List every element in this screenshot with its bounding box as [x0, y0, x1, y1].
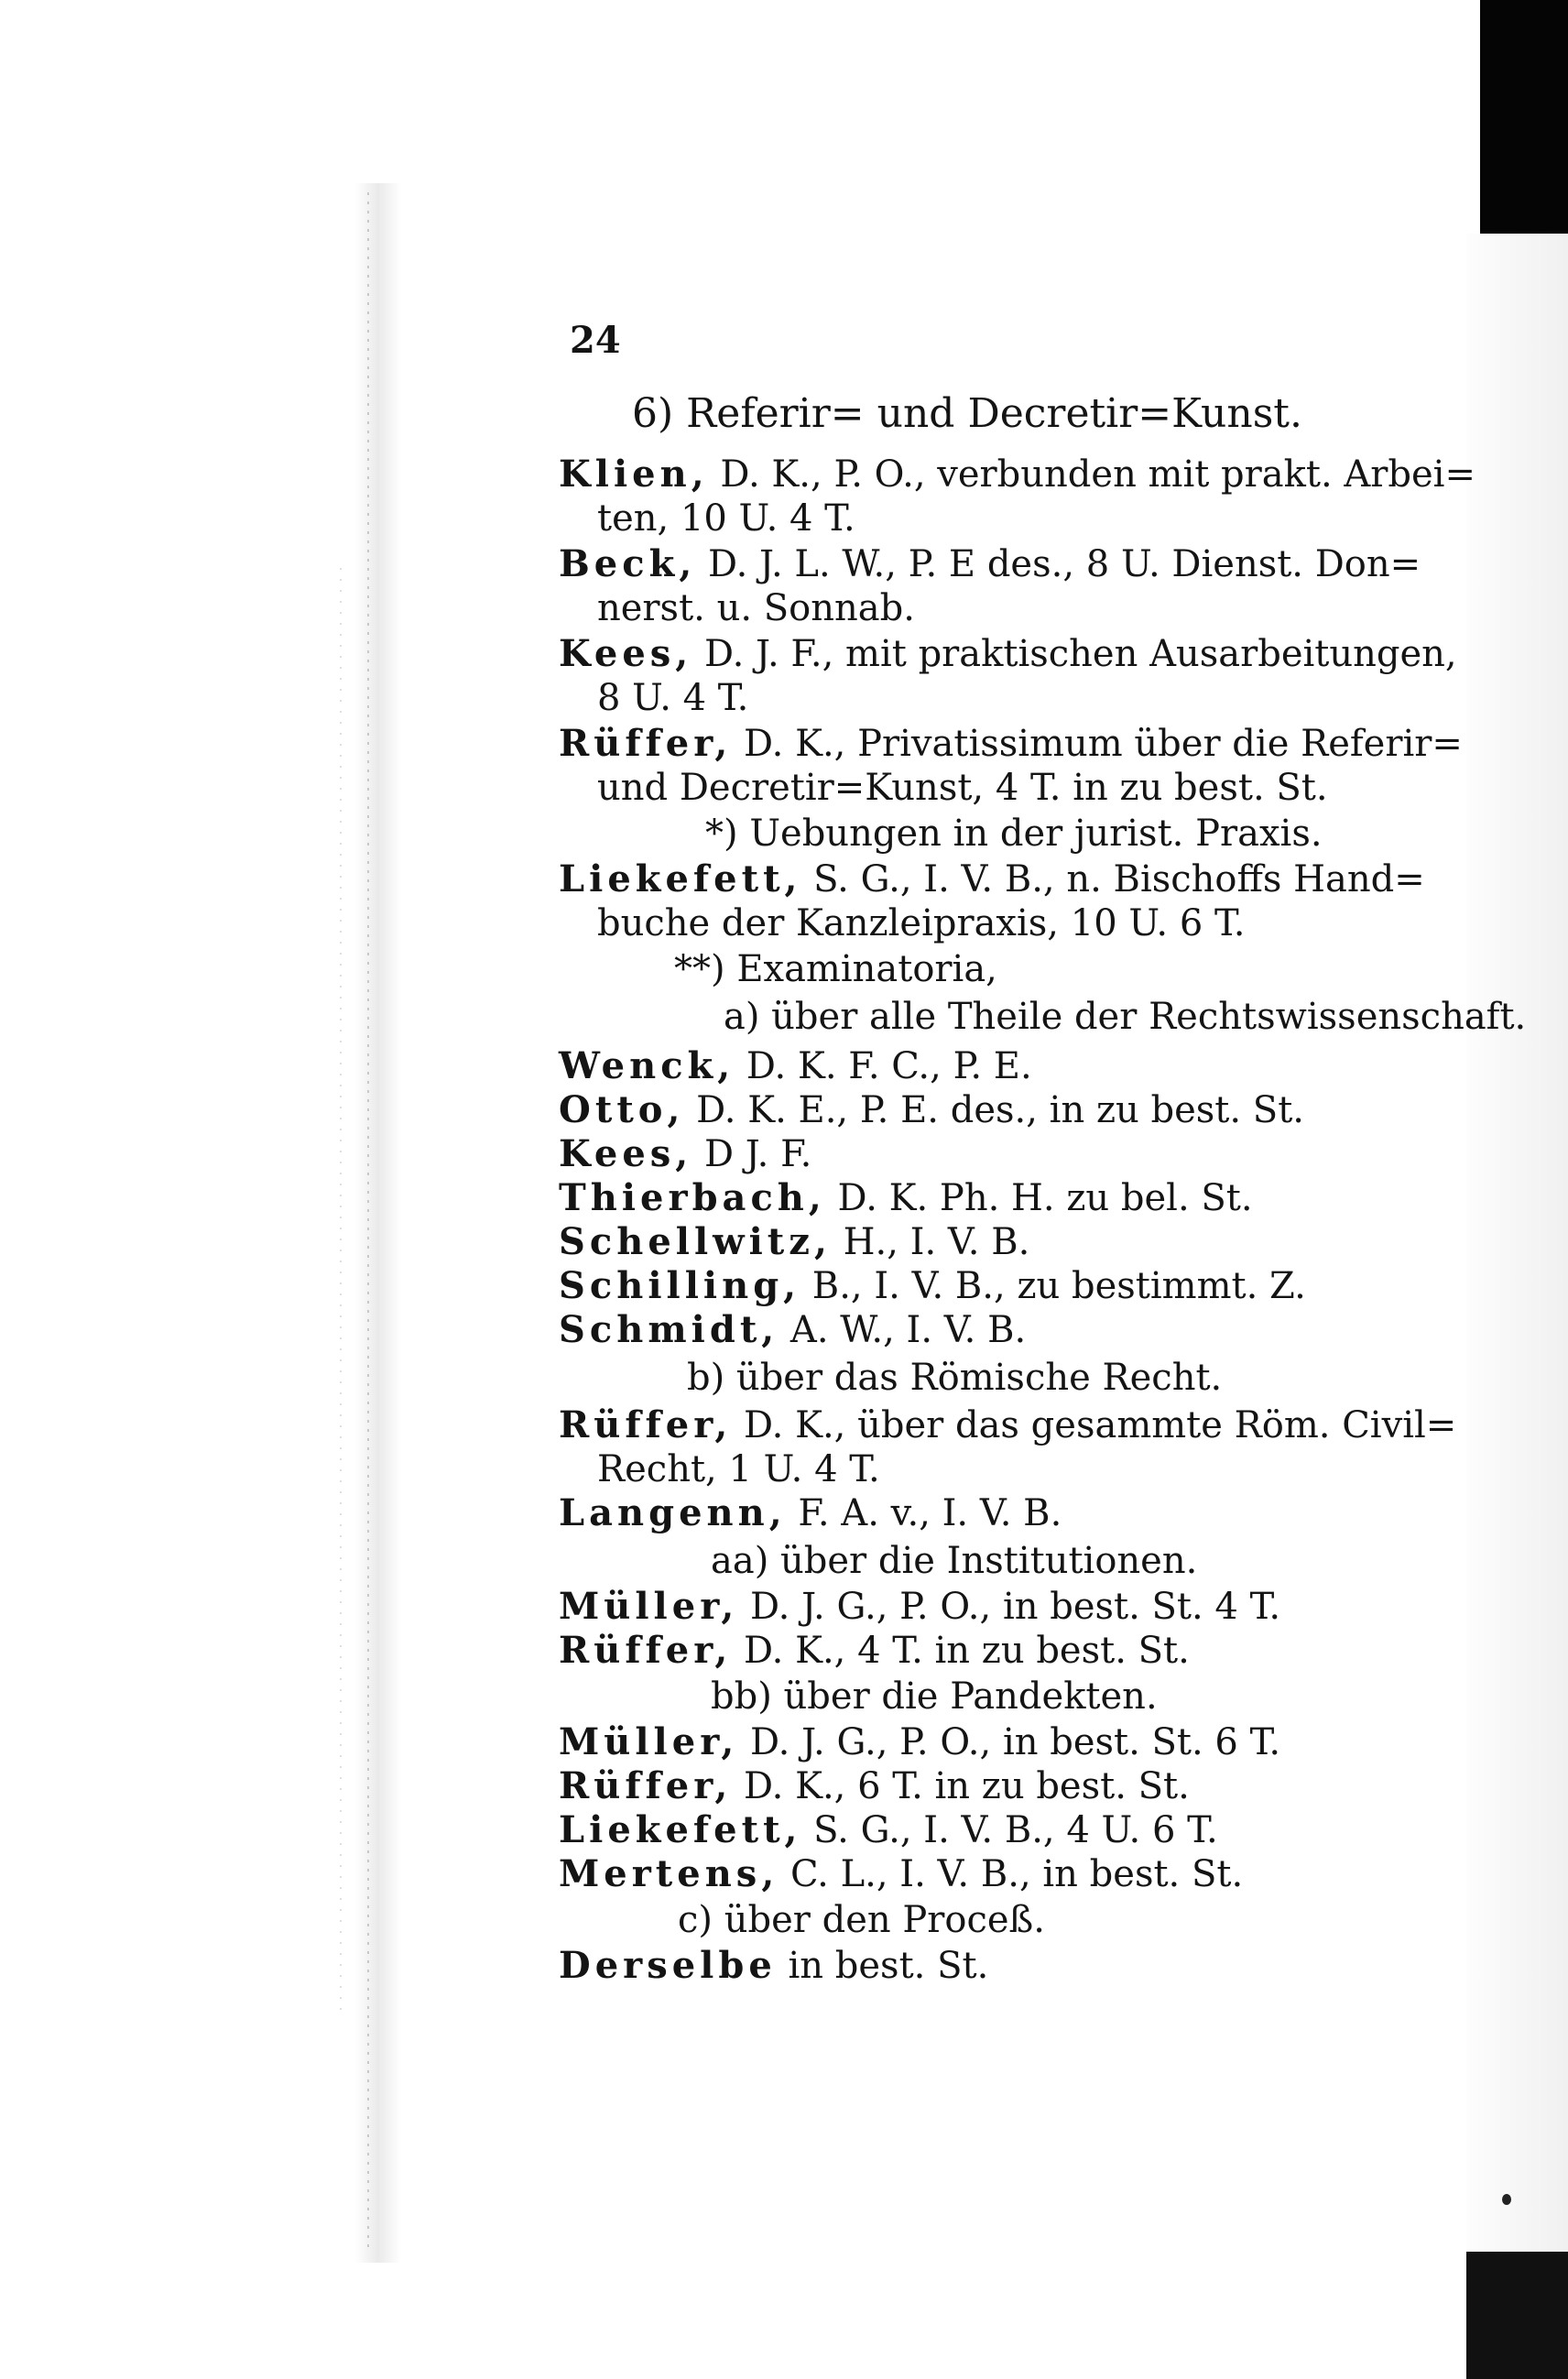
entry-line [559, 453, 1475, 497]
scan-border-bottom [1466, 2252, 1568, 2379]
entry-details: B., I. V. B., zu bestimmt. Z. [800, 1265, 1306, 1307]
lecturer-name: Kees, [559, 1132, 693, 1175]
lecturer-name: Langenn, [559, 1491, 787, 1534]
entry-details: D. K. F. C., P. E. [735, 1045, 1032, 1087]
book-page [366, 183, 1527, 2180]
subsection-heading: *) Uebungen in der jurist. Praxis. [705, 813, 1323, 855]
entry-details: D. J. F., mit praktischen Ausarbeitungen, [692, 633, 1457, 675]
entry-line [559, 857, 1425, 901]
entry-details: D. K., P. O., verbunden mit prakt. Arbei= [708, 453, 1475, 496]
continuation-line: Recht, 1 U. 4 T. [597, 1448, 880, 1490]
entry-details: D J. F. [692, 1133, 812, 1175]
lecturer-name: Mertens, [559, 1852, 779, 1895]
entry-details: D. J. G., P. O., in best. St. 4 T. [738, 1586, 1281, 1628]
lecturer-name: Derselbe [559, 1944, 777, 1987]
entry-line [559, 1044, 1032, 1088]
lecturer-name: Schmidt, [559, 1308, 779, 1351]
lecturer-name: Müller, [559, 1720, 739, 1763]
subsection-heading: **) Examinatoria, [674, 948, 997, 990]
lecturer-name: Thierbach, [559, 1176, 826, 1219]
continuation-line: und Decretir=Kunst, 4 T. in zu best. St. [597, 767, 1328, 809]
lecturer-name: Beck, [559, 542, 697, 585]
entry-line [559, 542, 1421, 586]
entry-details: H., I. V. B. [831, 1221, 1030, 1263]
page-number: 24 [570, 319, 621, 362]
entry-line [559, 1808, 1218, 1852]
entry-line [559, 1220, 1029, 1264]
entry-line [559, 1403, 1456, 1447]
lecturer-name: Müller, [559, 1585, 739, 1628]
entry-details: D. K. E., P. E. des., in zu best. St. [684, 1089, 1304, 1131]
continuation-line: nerst. u. Sonnab. [597, 587, 915, 629]
continuation-line: buche der Kanzleipraxis, 10 U. 6 T. [597, 902, 1246, 944]
lecturer-name: Rüffer, [559, 1629, 733, 1672]
page-edge [1466, 234, 1568, 2252]
ink-speck [1502, 2194, 1511, 2205]
entry-line [559, 1491, 1062, 1535]
entry-line [559, 1852, 1243, 1896]
scan-border-top [1480, 0, 1568, 234]
entry-details: D. K. Ph. H. zu bel. St. [825, 1177, 1253, 1219]
entry-line [559, 632, 1457, 676]
entry-line [559, 1264, 1306, 1308]
lecturer-name: Rüffer, [559, 1403, 733, 1446]
subsection-heading: aa) über die Institutionen. [711, 1540, 1198, 1582]
lecturer-name: Schilling, [559, 1264, 801, 1307]
entry-details: C. L., I. V. B., in best. St. [779, 1853, 1244, 1895]
continuation-line: 8 U. 4 T. [597, 677, 749, 719]
subsection-heading: c) über den Proceß. [678, 1899, 1045, 1941]
lecturer-name: Kees, [559, 632, 693, 675]
subsection-heading: b) über das Römische Recht. [687, 1357, 1223, 1399]
entry-details: in best. St. [776, 1945, 989, 1987]
lecturer-name: Rüffer, [559, 1764, 733, 1807]
entry-details: A. W., I. V. B. [779, 1309, 1027, 1351]
entry-details: D. K., 4 T. in zu best. St. [732, 1630, 1190, 1672]
entry-details: S. G., I. V. B., n. Bischoffs Hand= [801, 858, 1425, 900]
entry-details: D. J. L. W., P. E des., 8 U. Dienst. Don= [696, 543, 1421, 585]
entry-line [559, 1944, 988, 1988]
lecturer-name: Rüffer, [559, 722, 733, 765]
entry-line [559, 1132, 811, 1176]
entry-line [559, 1629, 1190, 1673]
entry-line [559, 1720, 1280, 1764]
continuation-line: ten, 10 U. 4 T. [597, 497, 855, 540]
lecturer-name: Otto, [559, 1088, 685, 1131]
section-heading: 6) Referir= und Decretir=Kunst. [632, 390, 1302, 437]
entry-line [559, 1585, 1280, 1629]
subsection-heading: a) über alle Theile der Rechtswissenschaft. [724, 996, 1527, 1038]
entry-details: D. K., 6 T. in zu best. St. [732, 1765, 1190, 1807]
entry-line [559, 1764, 1190, 1808]
entry-line [559, 722, 1463, 766]
entry-details: S. G., I. V. B., 4 U. 6 T. [801, 1809, 1218, 1851]
entry-details: D. K., über das gesammte Röm. Civil= [732, 1404, 1457, 1446]
entry-line [559, 1176, 1253, 1220]
entry-details: D. J. G., P. O., in best. St. 6 T. [738, 1721, 1281, 1763]
entry-line [559, 1308, 1026, 1352]
lecturer-name: Schellwitz, [559, 1220, 832, 1263]
entry-details: D. K., Privatissimum über die Referir= [732, 723, 1463, 765]
entry-line [559, 1088, 1304, 1132]
lecturer-name: Liekefett, [559, 1808, 802, 1851]
lecturer-name: Wenck, [559, 1044, 735, 1087]
lecturer-name: Liekefett, [559, 857, 802, 900]
entry-details: F. A. v., I. V. B. [786, 1492, 1062, 1534]
lecturer-name: Klien, [559, 453, 709, 496]
subsection-heading: bb) über die Pandekten. [711, 1675, 1158, 1718]
